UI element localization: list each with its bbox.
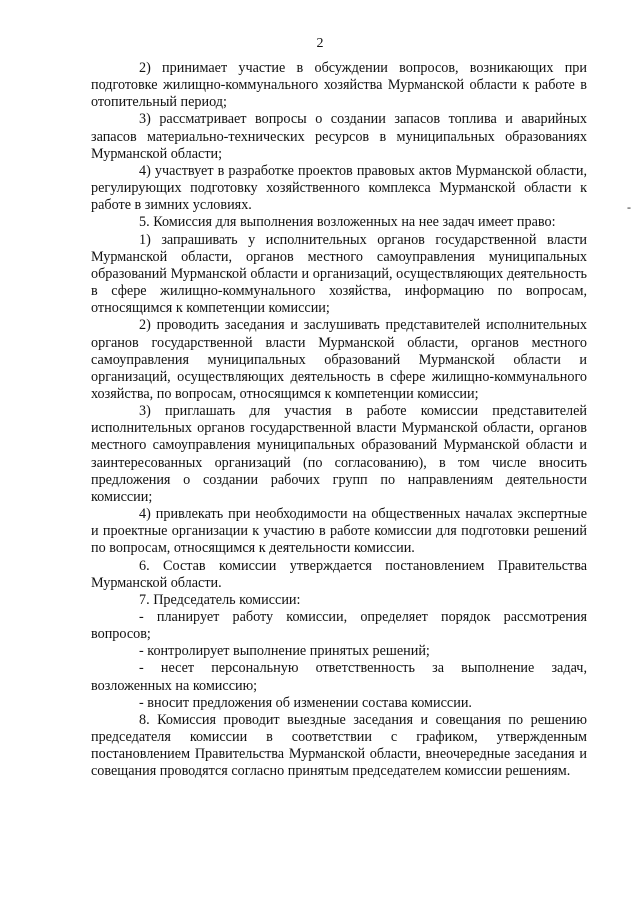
paragraph: - несет персональную ответственность за выполнение задач, возложенных на комиссию; (91, 660, 587, 694)
page-number: 2 (316, 36, 324, 51)
paragraph: 3) приглашать для участия в работе комиссии представителей исполнительных органов государственной власти Мурманской области, органов местного самоуправления муниципальных образований Мурманской области и заинтересованных организаций (по согласованию), в том числе вносить предложения о создании рабочих групп по направлениям деятельности комиссии; (91, 403, 587, 505)
paragraph: - контролирует выполнение принятых решений; (139, 643, 430, 660)
margin-mark: - (627, 200, 631, 214)
paragraph: 6. Состав комиссии утверждается постановлением Правительства Мурманской области. (91, 557, 587, 591)
paragraph: 2) принимает участие в обсуждении вопросов, возникающих при подготовке жилищно-коммунального хозяйства Мурманской области к работе в отопительный период; (91, 60, 587, 111)
paragraph: 4) участвует в разработке проектов правовых актов Мурманской области, регулирующих подготовку хозяйственного комплекса Мурманской области к работе в зимних условиях. (91, 162, 587, 214)
document-body (91, 60, 587, 781)
paragraph: - планирует работу комиссии, определяет порядок рассмотрения вопросов; (91, 609, 587, 643)
paragraph: - вносит предложения об изменении состава комиссии. (139, 694, 472, 711)
paragraph: 4) привлекать при необходимости на общественных началах экспертные и проектные организации к участию в работе комиссии для подготовки решений по вопросам, относящимся к деятельности комиссии. (91, 506, 587, 557)
paragraph: 3) рассматривает вопросы о создании запасов топлива и аварийных запасов материально-технических ресурсов в муниципальных образованиях Мурманской области; (91, 111, 587, 162)
paragraph: 2) проводить заседания и заслушивать представителей исполнительных органов государственной власти Мурманской области, органов местного самоуправления муниципальных образований Мурманской области и организаций, осуществляющих деятельность в сфере жилищно-коммунального хозяйства, по вопросам, относящимся к компетенции комиссии; (91, 317, 587, 402)
paragraph: 7. Председатель комиссии: (139, 591, 301, 608)
paragraph: 8. Комиссия проводит выездные заседания и совещания по решению председателя комиссии в соответствии с графиком, утвержденным постановлением Правительства Мурманской области, внеочередные заседания и совещания проводятся согласно принятым председателем комиссии решениям. (91, 711, 587, 780)
paragraph: 1) запрашивать у исполнительных органов государственной власти Мурманской области, органов местного самоуправления муниципальных образований Мурманской области и организаций, осуществляющих деятельность в сфере жилищно-коммунального хозяйства, информацию по вопросам, относящимся к компетенции комиссии; (91, 231, 587, 317)
paragraph: 5. Комиссия для выполнения возложенных на нее задач имеет право: (139, 214, 556, 231)
